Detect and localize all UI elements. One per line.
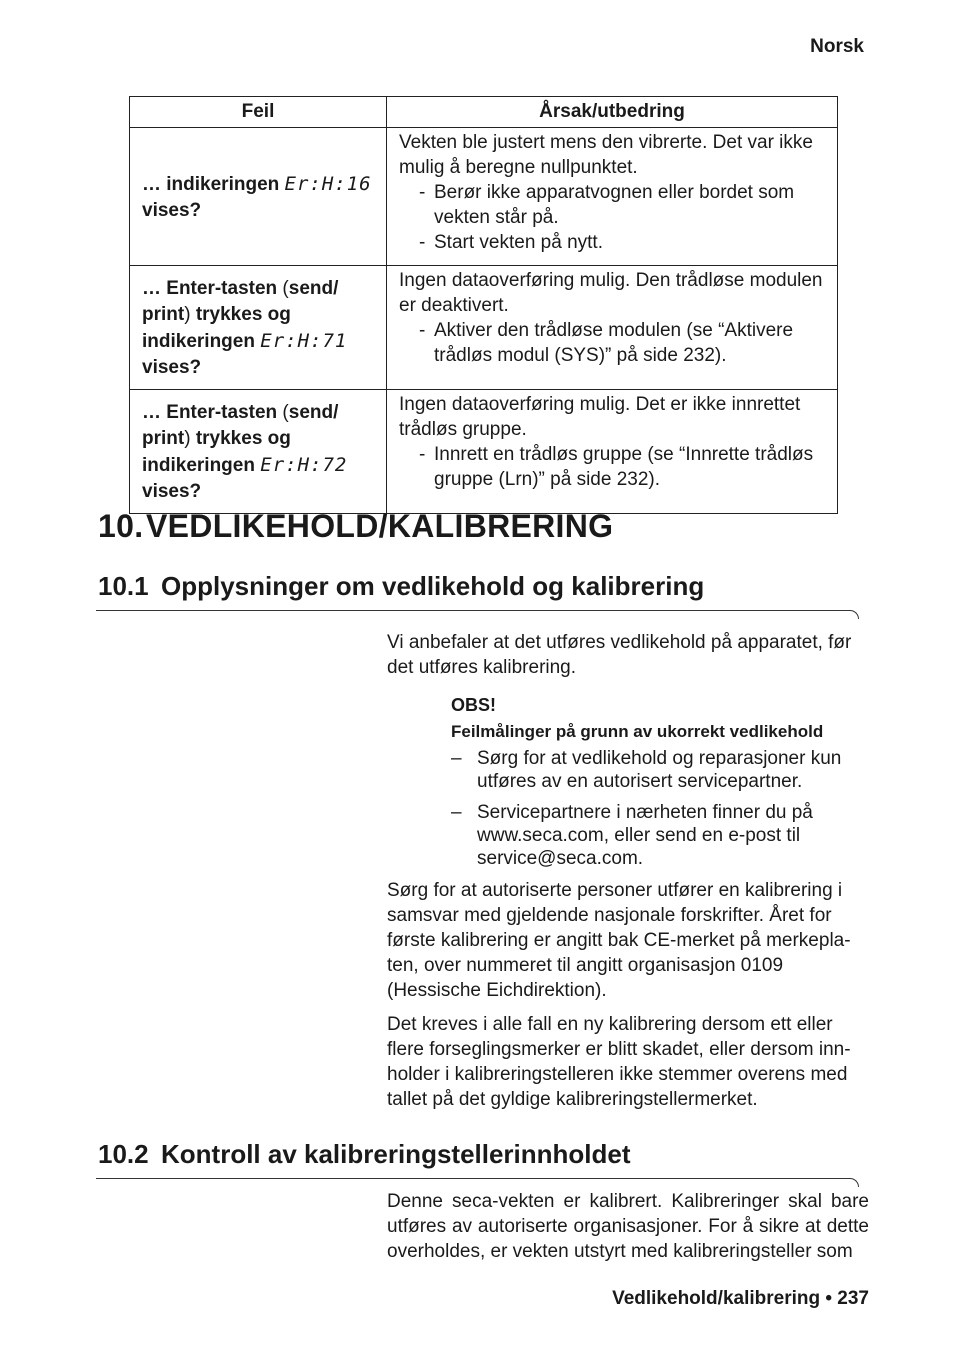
section-number: 10.1 xyxy=(98,571,149,601)
note-list xyxy=(451,747,871,870)
key-label: send/ print xyxy=(142,402,339,449)
paragraph: Denne seca-vekten er kalibrert. Kalibreringer skal bare utføres av autoriserte organisasjoner. For å sikre at dette overholdes, er vekten utstyrt med kalibreringsteller som xyxy=(387,1191,869,1262)
paragraph: Sørg for at autoriserte personer utfører en kalibrering i samsvar med gjeldende nasjonale forskrifter. Året for første kalibrering er angitt bak CE-merket på merkepla-ten, over nummeret til angitt organisasjon 0109 (Hessische Eichdirektion). xyxy=(387,880,851,1001)
cause-cell xyxy=(387,266,838,390)
cause-cell xyxy=(387,390,838,514)
cause-cell xyxy=(387,128,838,266)
remedy-list xyxy=(399,318,833,368)
table-row xyxy=(130,390,838,514)
chapter-heading xyxy=(98,508,613,545)
fault-text-end: vises? xyxy=(142,481,202,502)
language-label: Norsk xyxy=(810,36,864,57)
fault-cell: … Enter-tasten (send/ print) trykkes og indikeringen Er:H:71 vises? xyxy=(130,266,387,390)
cause-text: Vekten ble justert mens den vibrerte. Det var ikke mulig å beregne nullpunktet. xyxy=(399,132,813,178)
fault-text-mid: trykkes og indikeringen xyxy=(142,428,291,476)
chapter-title: VEDLIKEHOLD/KALIBRERING xyxy=(146,508,614,544)
cause-text: Ingen dataoverføring mulig. Det er ikke innrettet trådløs gruppe. xyxy=(399,394,801,440)
section-title: Kontroll av kalibreringstellerinnholdet xyxy=(161,1139,631,1169)
table-row xyxy=(130,128,838,266)
section-number: 10.2 xyxy=(98,1139,149,1169)
remedy-item: - Aktiver den trådløse modulen (se “Aktivere trådløs modul (SYS)” på side 232). xyxy=(419,318,833,368)
cause-text: Ingen dataoverføring mulig. Den trådløse modulen er deaktivert. xyxy=(399,270,823,316)
table-row xyxy=(130,266,838,390)
section-heading-10-2 xyxy=(98,1139,631,1170)
fault-text: … Enter-tasten xyxy=(142,278,278,299)
note-title: OBS! xyxy=(451,695,496,715)
fault-text: … Enter-tasten xyxy=(142,402,278,423)
note-item: – Servicepartnere i nærheten finner du på www.seca.com, eller send en e-post til service@seca.com. xyxy=(451,801,871,870)
remedy-item: - Start vekten på nytt. xyxy=(419,230,833,255)
fault-cell xyxy=(130,128,387,266)
remedy-item: - Berør ikke apparatvognen eller bordet som vekten står på. xyxy=(419,180,833,230)
fault-cell: … Enter-tasten (send/ print) trykkes og indikeringen Er:H:72 vises? xyxy=(130,390,387,514)
remedy-list xyxy=(399,180,833,255)
error-table xyxy=(129,96,838,514)
fault-text-mid: trykkes og indikeringen xyxy=(142,304,291,352)
section-title: Opplysninger om vedlikehold og kalibrering xyxy=(161,571,705,601)
section1-intro xyxy=(387,630,869,680)
column-header-fault: Feil xyxy=(130,97,387,128)
display-code: Er:H:71 xyxy=(260,330,348,352)
warning-note xyxy=(451,694,871,878)
table-header-row xyxy=(130,97,838,128)
section-rule xyxy=(96,1178,859,1187)
section1-body xyxy=(387,878,869,1112)
fault-text: … indikeringen xyxy=(142,174,280,195)
fault-text-end: vises? xyxy=(142,200,202,221)
intro-paragraph: Vi anbefaler at det utføres vedlikehold på apparatet, før det utføres kalibrering. xyxy=(387,632,852,678)
column-header-cause: Årsak/utbedring xyxy=(387,97,838,128)
note-subtitle: Feilmålinger på grunn av ukorrekt vedlikehold xyxy=(451,722,824,741)
section2-body xyxy=(387,1189,869,1264)
section-rule xyxy=(96,610,859,619)
remedy-list xyxy=(399,442,833,492)
chapter-number: 10. xyxy=(98,508,144,544)
display-code: Er:H:16 xyxy=(284,173,372,195)
display-code: Er:H:72 xyxy=(260,454,348,476)
paragraph: Det kreves i alle fall en ny kalibrering dersom ett eller flere forseglingsmerker er blitt skadet, eller dersom inn-holder i kalibreringstelleren ikke stemmer overens med tallet på det gyldige kalibreringstellermerket. xyxy=(387,1014,851,1110)
fault-text-end: vises? xyxy=(142,357,202,378)
section-heading-10-1 xyxy=(98,571,704,602)
note-item: – Sørg for at vedlikehold og reparasjoner kun utføres av en autorisert servicepartner. xyxy=(451,747,871,793)
page-footer: Vedlikehold/kalibrering • 237 xyxy=(612,1288,869,1309)
key-label: send/ print xyxy=(142,278,339,325)
remedy-item: - Innrett en trådløs gruppe (se “Innrette trådløs gruppe (Lrn)” på side 232). xyxy=(419,442,833,492)
